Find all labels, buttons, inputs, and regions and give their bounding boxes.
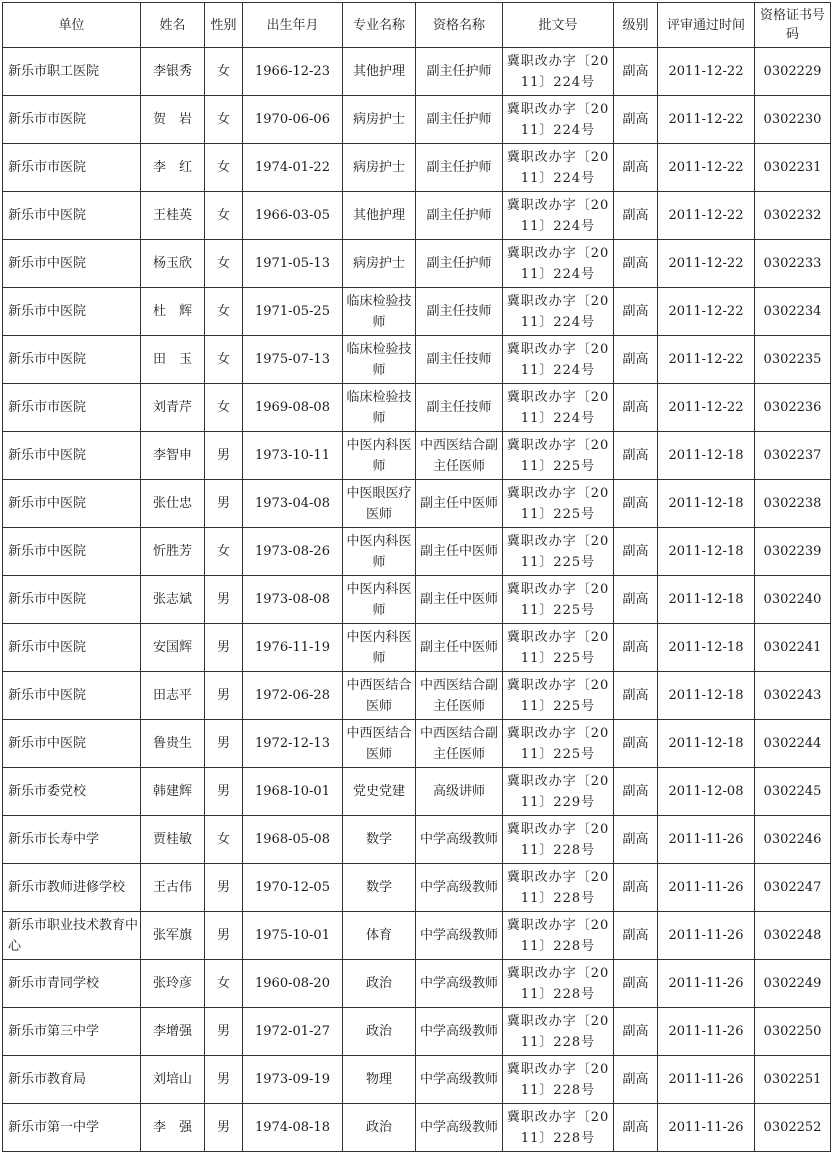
cell-cert-no: 0302246 (755, 816, 831, 864)
cell-doc-no: 冀职改办字〔2011〕224号 (503, 336, 614, 384)
cell-level: 副高 (614, 144, 658, 192)
cell-gender: 男 (205, 1104, 243, 1152)
table-row (3, 192, 831, 240)
cell-name: 张志斌 (141, 576, 205, 624)
cell-review-date: 2011-12-08 (658, 768, 755, 816)
cell-unit: 新乐市职业技术教育中心 (3, 912, 141, 960)
cell-level: 副高 (614, 384, 658, 432)
cell-unit: 新乐市中医院 (3, 624, 141, 672)
cell-name: 李银秀 (141, 48, 205, 96)
cell-major: 中医内科医师 (343, 576, 416, 624)
cell-major: 中西医结合医师 (343, 672, 416, 720)
cell-major: 物理 (343, 1056, 416, 1104)
cell-gender: 女 (205, 48, 243, 96)
cell-review-date: 2011-11-26 (658, 816, 755, 864)
cell-cert-no: 0302232 (755, 192, 831, 240)
cell-doc-no: 冀职改办字〔2011〕228号 (503, 864, 614, 912)
qualification-table (2, 2, 831, 1152)
cell-birth: 1973-09-19 (243, 1056, 343, 1104)
cell-qualification: 中学高级教师 (416, 816, 503, 864)
cell-cert-no: 0302250 (755, 1008, 831, 1056)
cell-major: 政治 (343, 1008, 416, 1056)
cell-cert-no: 0302229 (755, 48, 831, 96)
table-row (3, 960, 831, 1008)
table-row (3, 384, 831, 432)
cell-major: 其他护理 (343, 48, 416, 96)
cell-name: 李 红 (141, 144, 205, 192)
cell-gender: 男 (205, 624, 243, 672)
cell-name: 张仕忠 (141, 480, 205, 528)
cell-qualification: 副主任技师 (416, 384, 503, 432)
cell-cert-no: 0302241 (755, 624, 831, 672)
table-row (3, 48, 831, 96)
cell-level: 副高 (614, 336, 658, 384)
cell-gender: 男 (205, 672, 243, 720)
cell-major: 病房护士 (343, 96, 416, 144)
cell-doc-no: 冀职改办字〔2011〕224号 (503, 48, 614, 96)
cell-doc-no: 冀职改办字〔2011〕228号 (503, 960, 614, 1008)
cell-unit: 新乐市中医院 (3, 288, 141, 336)
cell-level: 副高 (614, 192, 658, 240)
cell-doc-no: 冀职改办字〔2011〕224号 (503, 384, 614, 432)
cell-birth: 1974-08-18 (243, 1104, 343, 1152)
cell-major: 中医内科医师 (343, 432, 416, 480)
cell-unit: 新乐市长寿中学 (3, 816, 141, 864)
cell-cert-no: 0302248 (755, 912, 831, 960)
cell-cert-no: 0302249 (755, 960, 831, 1008)
cell-review-date: 2011-12-18 (658, 672, 755, 720)
cell-review-date: 2011-12-22 (658, 192, 755, 240)
cell-level: 副高 (614, 240, 658, 288)
cell-qualification: 中学高级教师 (416, 1056, 503, 1104)
cell-qualification: 中学高级教师 (416, 912, 503, 960)
cell-review-date: 2011-11-26 (658, 912, 755, 960)
cell-review-date: 2011-11-26 (658, 1008, 755, 1056)
cell-cert-no: 0302236 (755, 384, 831, 432)
cell-cert-no: 0302251 (755, 1056, 831, 1104)
cell-name: 刘青芹 (141, 384, 205, 432)
table-row (3, 1008, 831, 1056)
cell-birth: 1971-05-13 (243, 240, 343, 288)
cell-cert-no: 0302231 (755, 144, 831, 192)
table-row (3, 576, 831, 624)
cell-gender: 男 (205, 576, 243, 624)
cell-doc-no: 冀职改办字〔2011〕224号 (503, 144, 614, 192)
table-row (3, 864, 831, 912)
table-header (3, 3, 831, 48)
cell-birth: 1968-10-01 (243, 768, 343, 816)
cell-name: 张军旗 (141, 912, 205, 960)
cell-doc-no: 冀职改办字〔2011〕225号 (503, 624, 614, 672)
cell-gender: 女 (205, 192, 243, 240)
header-level: 级别 (614, 3, 658, 48)
cell-unit: 新乐市市医院 (3, 384, 141, 432)
header-cert-no: 资格证书号码 (755, 3, 831, 48)
cell-major: 临床检验技师 (343, 384, 416, 432)
cell-unit: 新乐市教师进修学校 (3, 864, 141, 912)
cell-name: 李 强 (141, 1104, 205, 1152)
cell-level: 副高 (614, 528, 658, 576)
cell-birth: 1976-11-19 (243, 624, 343, 672)
cell-qualification: 副主任护师 (416, 240, 503, 288)
cell-doc-no: 冀职改办字〔2011〕228号 (503, 816, 614, 864)
cell-unit: 新乐市中医院 (3, 672, 141, 720)
cell-major: 数学 (343, 816, 416, 864)
cell-birth: 1973-10-11 (243, 432, 343, 480)
cell-qualification: 中西医结合副主任医师 (416, 720, 503, 768)
cell-level: 副高 (614, 864, 658, 912)
cell-review-date: 2011-12-18 (658, 624, 755, 672)
cell-name: 杜 辉 (141, 288, 205, 336)
cell-cert-no: 0302247 (755, 864, 831, 912)
cell-level: 副高 (614, 768, 658, 816)
cell-birth: 1973-04-08 (243, 480, 343, 528)
cell-cert-no: 0302245 (755, 768, 831, 816)
cell-name: 韩建辉 (141, 768, 205, 816)
cell-gender: 女 (205, 528, 243, 576)
cell-review-date: 2011-12-18 (658, 576, 755, 624)
cell-cert-no: 0302233 (755, 240, 831, 288)
header-gender: 性别 (205, 3, 243, 48)
cell-birth: 1971-05-25 (243, 288, 343, 336)
table-row (3, 480, 831, 528)
cell-cert-no: 0302239 (755, 528, 831, 576)
cell-major: 中西医结合医师 (343, 720, 416, 768)
cell-birth: 1970-12-05 (243, 864, 343, 912)
cell-qualification: 副主任中医师 (416, 528, 503, 576)
cell-gender: 男 (205, 912, 243, 960)
cell-gender: 男 (205, 1056, 243, 1104)
cell-qualification: 高级讲师 (416, 768, 503, 816)
cell-doc-no: 冀职改办字〔2011〕225号 (503, 528, 614, 576)
cell-level: 副高 (614, 1008, 658, 1056)
cell-birth: 1966-12-23 (243, 48, 343, 96)
cell-level: 副高 (614, 288, 658, 336)
cell-doc-no: 冀职改办字〔2011〕225号 (503, 432, 614, 480)
cell-qualification: 副主任护师 (416, 144, 503, 192)
cell-level: 副高 (614, 48, 658, 96)
cell-doc-no: 冀职改办字〔2011〕225号 (503, 672, 614, 720)
cell-qualification: 中西医结合副主任医师 (416, 672, 503, 720)
cell-review-date: 2011-12-18 (658, 480, 755, 528)
cell-name: 张玲彦 (141, 960, 205, 1008)
cell-doc-no: 冀职改办字〔2011〕228号 (503, 912, 614, 960)
cell-gender: 女 (205, 816, 243, 864)
header-review-date: 评审通过时间 (658, 3, 755, 48)
header-doc-no: 批文号 (503, 3, 614, 48)
cell-review-date: 2011-11-26 (658, 960, 755, 1008)
cell-gender: 男 (205, 768, 243, 816)
table-row (3, 96, 831, 144)
table-row (3, 816, 831, 864)
cell-name: 贺 岩 (141, 96, 205, 144)
cell-unit: 新乐市中医院 (3, 336, 141, 384)
cell-gender: 男 (205, 432, 243, 480)
table-row (3, 288, 831, 336)
cell-review-date: 2011-12-22 (658, 144, 755, 192)
cell-unit: 新乐市第一中学 (3, 1104, 141, 1152)
cell-gender: 男 (205, 864, 243, 912)
header-qualification: 资格名称 (416, 3, 503, 48)
cell-doc-no: 冀职改办字〔2011〕228号 (503, 1008, 614, 1056)
cell-major: 其他护理 (343, 192, 416, 240)
cell-review-date: 2011-12-22 (658, 336, 755, 384)
cell-level: 副高 (614, 576, 658, 624)
cell-cert-no: 0302238 (755, 480, 831, 528)
cell-qualification: 副主任中医师 (416, 624, 503, 672)
header-unit: 单位 (3, 3, 141, 48)
cell-name: 王古伟 (141, 864, 205, 912)
cell-qualification: 副主任中医师 (416, 576, 503, 624)
cell-review-date: 2011-11-26 (658, 1056, 755, 1104)
cell-birth: 1972-06-28 (243, 672, 343, 720)
cell-major: 病房护士 (343, 144, 416, 192)
cell-name: 忻胜芳 (141, 528, 205, 576)
cell-major: 临床检验技师 (343, 288, 416, 336)
cell-level: 副高 (614, 960, 658, 1008)
cell-cert-no: 0302230 (755, 96, 831, 144)
cell-gender: 女 (205, 384, 243, 432)
cell-cert-no: 0302252 (755, 1104, 831, 1152)
cell-gender: 女 (205, 288, 243, 336)
cell-unit: 新乐市市医院 (3, 144, 141, 192)
cell-unit: 新乐市中医院 (3, 240, 141, 288)
cell-name: 贾桂敏 (141, 816, 205, 864)
cell-gender: 女 (205, 336, 243, 384)
cell-doc-no: 冀职改办字〔2011〕228号 (503, 1056, 614, 1104)
table-row (3, 1056, 831, 1104)
cell-review-date: 2011-12-22 (658, 96, 755, 144)
cell-cert-no: 0302240 (755, 576, 831, 624)
table-body (3, 48, 831, 1152)
cell-review-date: 2011-12-22 (658, 384, 755, 432)
cell-major: 中医内科医师 (343, 624, 416, 672)
cell-level: 副高 (614, 912, 658, 960)
cell-doc-no: 冀职改办字〔2011〕224号 (503, 240, 614, 288)
cell-gender: 男 (205, 720, 243, 768)
cell-birth: 1975-10-01 (243, 912, 343, 960)
cell-gender: 女 (205, 144, 243, 192)
table-row (3, 1104, 831, 1152)
cell-cert-no: 0302237 (755, 432, 831, 480)
cell-birth: 1970-06-06 (243, 96, 343, 144)
cell-major: 数学 (343, 864, 416, 912)
cell-birth: 1975-07-13 (243, 336, 343, 384)
cell-unit: 新乐市中医院 (3, 528, 141, 576)
cell-birth: 1966-03-05 (243, 192, 343, 240)
cell-unit: 新乐市职工医院 (3, 48, 141, 96)
cell-review-date: 2011-12-22 (658, 288, 755, 336)
cell-qualification: 副主任护师 (416, 48, 503, 96)
cell-doc-no: 冀职改办字〔2011〕224号 (503, 192, 614, 240)
cell-doc-no: 冀职改办字〔2011〕225号 (503, 720, 614, 768)
cell-gender: 女 (205, 240, 243, 288)
cell-major: 中医眼医疗医师 (343, 480, 416, 528)
cell-name: 鲁贵生 (141, 720, 205, 768)
cell-qualification: 中学高级教师 (416, 960, 503, 1008)
cell-unit: 新乐市中医院 (3, 720, 141, 768)
cell-level: 副高 (614, 432, 658, 480)
cell-review-date: 2011-11-26 (658, 864, 755, 912)
cell-doc-no: 冀职改办字〔2011〕229号 (503, 768, 614, 816)
cell-birth: 1972-12-13 (243, 720, 343, 768)
cell-name: 安国辉 (141, 624, 205, 672)
cell-review-date: 2011-11-26 (658, 1104, 755, 1152)
cell-birth: 1968-05-08 (243, 816, 343, 864)
cell-doc-no: 冀职改办字〔2011〕225号 (503, 480, 614, 528)
cell-name: 杨玉欣 (141, 240, 205, 288)
cell-cert-no: 0302235 (755, 336, 831, 384)
cell-major: 政治 (343, 960, 416, 1008)
table-row (3, 528, 831, 576)
cell-level: 副高 (614, 672, 658, 720)
table-row (3, 240, 831, 288)
cell-name: 李增强 (141, 1008, 205, 1056)
cell-name: 刘培山 (141, 1056, 205, 1104)
cell-birth: 1974-01-22 (243, 144, 343, 192)
cell-unit: 新乐市中医院 (3, 576, 141, 624)
cell-name: 田 玉 (141, 336, 205, 384)
cell-major: 党史党建 (343, 768, 416, 816)
cell-level: 副高 (614, 1104, 658, 1152)
cell-birth: 1960-08-20 (243, 960, 343, 1008)
cell-unit: 新乐市青同学校 (3, 960, 141, 1008)
cell-unit: 新乐市第三中学 (3, 1008, 141, 1056)
cell-major: 政治 (343, 1104, 416, 1152)
cell-gender: 男 (205, 480, 243, 528)
cell-major: 病房护士 (343, 240, 416, 288)
cell-level: 副高 (614, 96, 658, 144)
cell-major: 体育 (343, 912, 416, 960)
table-row (3, 720, 831, 768)
cell-cert-no: 0302244 (755, 720, 831, 768)
cell-level: 副高 (614, 1056, 658, 1104)
cell-unit: 新乐市中医院 (3, 192, 141, 240)
cell-qualification: 中学高级教师 (416, 864, 503, 912)
cell-qualification: 中学高级教师 (416, 1104, 503, 1152)
cell-qualification: 副主任中医师 (416, 480, 503, 528)
cell-level: 副高 (614, 816, 658, 864)
cell-major: 临床检验技师 (343, 336, 416, 384)
header-major: 专业名称 (343, 3, 416, 48)
cell-review-date: 2011-12-18 (658, 432, 755, 480)
cell-unit: 新乐市市医院 (3, 96, 141, 144)
table-row (3, 336, 831, 384)
cell-unit: 新乐市中医院 (3, 480, 141, 528)
cell-level: 副高 (614, 720, 658, 768)
cell-level: 副高 (614, 480, 658, 528)
cell-review-date: 2011-12-22 (658, 240, 755, 288)
cell-unit: 新乐市教育局 (3, 1056, 141, 1104)
cell-cert-no: 0302234 (755, 288, 831, 336)
header-name: 姓名 (141, 3, 205, 48)
cell-name: 田志平 (141, 672, 205, 720)
cell-level: 副高 (614, 624, 658, 672)
table-row (3, 624, 831, 672)
cell-qualification: 副主任技师 (416, 288, 503, 336)
cell-gender: 男 (205, 1008, 243, 1056)
cell-birth: 1969-08-08 (243, 384, 343, 432)
cell-unit: 新乐市中医院 (3, 432, 141, 480)
cell-unit: 新乐市委党校 (3, 768, 141, 816)
cell-name: 李智申 (141, 432, 205, 480)
cell-review-date: 2011-12-18 (658, 528, 755, 576)
cell-doc-no: 冀职改办字〔2011〕224号 (503, 288, 614, 336)
cell-review-date: 2011-12-18 (658, 720, 755, 768)
table-row (3, 912, 831, 960)
header-row (3, 3, 831, 48)
cell-major: 中医内科医师 (343, 528, 416, 576)
header-birth: 出生年月 (243, 3, 343, 48)
table-row (3, 768, 831, 816)
cell-gender: 女 (205, 96, 243, 144)
cell-cert-no: 0302243 (755, 672, 831, 720)
cell-doc-no: 冀职改办字〔2011〕228号 (503, 1104, 614, 1152)
cell-birth: 1973-08-08 (243, 576, 343, 624)
table-row (3, 672, 831, 720)
cell-gender: 女 (205, 960, 243, 1008)
cell-doc-no: 冀职改办字〔2011〕225号 (503, 576, 614, 624)
cell-qualification: 中学高级教师 (416, 1008, 503, 1056)
cell-birth: 1972-01-27 (243, 1008, 343, 1056)
cell-doc-no: 冀职改办字〔2011〕224号 (503, 96, 614, 144)
cell-qualification: 中西医结合副主任医师 (416, 432, 503, 480)
cell-qualification: 副主任技师 (416, 336, 503, 384)
cell-qualification: 副主任护师 (416, 192, 503, 240)
cell-qualification: 副主任护师 (416, 96, 503, 144)
table-row (3, 432, 831, 480)
cell-birth: 1973-08-26 (243, 528, 343, 576)
table-row (3, 144, 831, 192)
cell-review-date: 2011-12-22 (658, 48, 755, 96)
cell-name: 王桂英 (141, 192, 205, 240)
